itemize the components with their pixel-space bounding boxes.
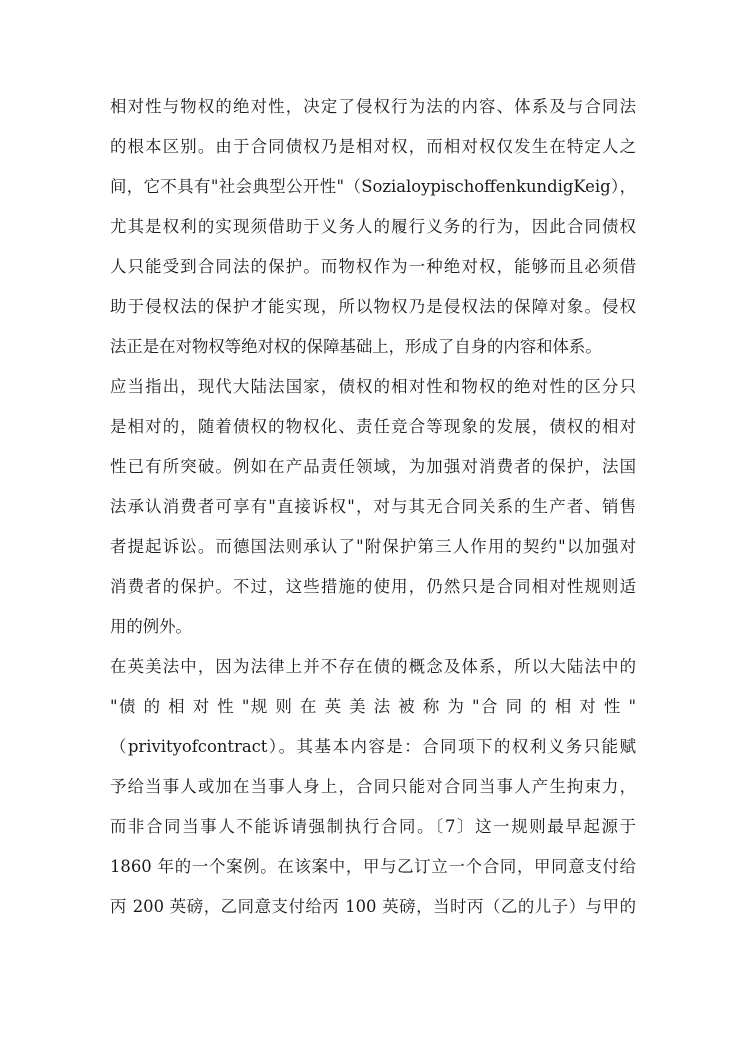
text-line: 助于侵权法的保护才能实现，所以物权乃是侵权法的保障对象。侵权 <box>110 297 636 316</box>
text-line: 尤其是权利的实现须借助于义务人的履行义务的行为，因此合同债权 <box>110 217 636 236</box>
text-line: 消费者的保护。不过，这些措施的使用，仍然只是合同相对性规则适 <box>110 577 636 596</box>
text-line: 的根本区别。由于合同债权乃是相对权，而相对权仅发生在特定人之 <box>110 137 636 156</box>
text-line: 丙 200 英磅，乙同意支付给丙 100 英磅，当时丙（乙的儿子）与甲的 <box>110 897 636 916</box>
text-line: 在英美法中，因为法律上并不存在债的概念及体系，所以大陆法中的 <box>110 657 636 676</box>
text-line: 而非合同当事人不能诉请强制执行合同。〔7〕这一规则最早起源于 <box>110 817 636 836</box>
text-line: 用的例外。 <box>110 617 192 636</box>
text-line: 者提起诉讼。而德国法则承认了"附保护第三人作用的契约"以加强对 <box>110 537 636 556</box>
text-line: 法承认消费者可享有"直接诉权"，对与其无合同关系的生产者、销售 <box>110 497 636 516</box>
text-line: 予给当事人或加在当事人身上，合同只能对合同当事人产生拘束力， <box>110 777 636 796</box>
text-line: 间，它不具有"社会典型公开性"（SozialoypischoffenkundigKeig）， <box>110 177 636 196</box>
text-line: 性已有所突破。例如在产品责任领域，为加强对消费者的保护，法国 <box>110 457 636 476</box>
text-line: 人只能受到合同法的保护。而物权作为一种绝对权，能够而且必须借 <box>110 257 636 276</box>
text-line: （privityofcontract）。其基本内容是：合同项下的权利义务只能赋 <box>110 737 636 756</box>
text-line: 是相对的，随着债权的物权化、责任竞合等现象的发展，债权的相对 <box>110 417 636 436</box>
text-line: 法正是在对物权等绝对权的保障基础上，形成了自身的内容和体系。 <box>110 337 602 356</box>
text-line: 应当指出，现代大陆法国家，债权的相对性和物权的绝对性的区分只 <box>110 377 636 396</box>
text-line: 相对性与物权的绝对性，决定了侵权行为法的内容、体系及与合同法 <box>110 97 636 116</box>
text-line: "债 的 相 对 性 "规 则 在 英 美 法 被 称 为 "合 同 的 相 对 性 " <box>110 697 636 716</box>
text-line: 1860 年的一个案例。在该案中，甲与乙订立一个合同，甲同意支付给 <box>110 857 636 876</box>
